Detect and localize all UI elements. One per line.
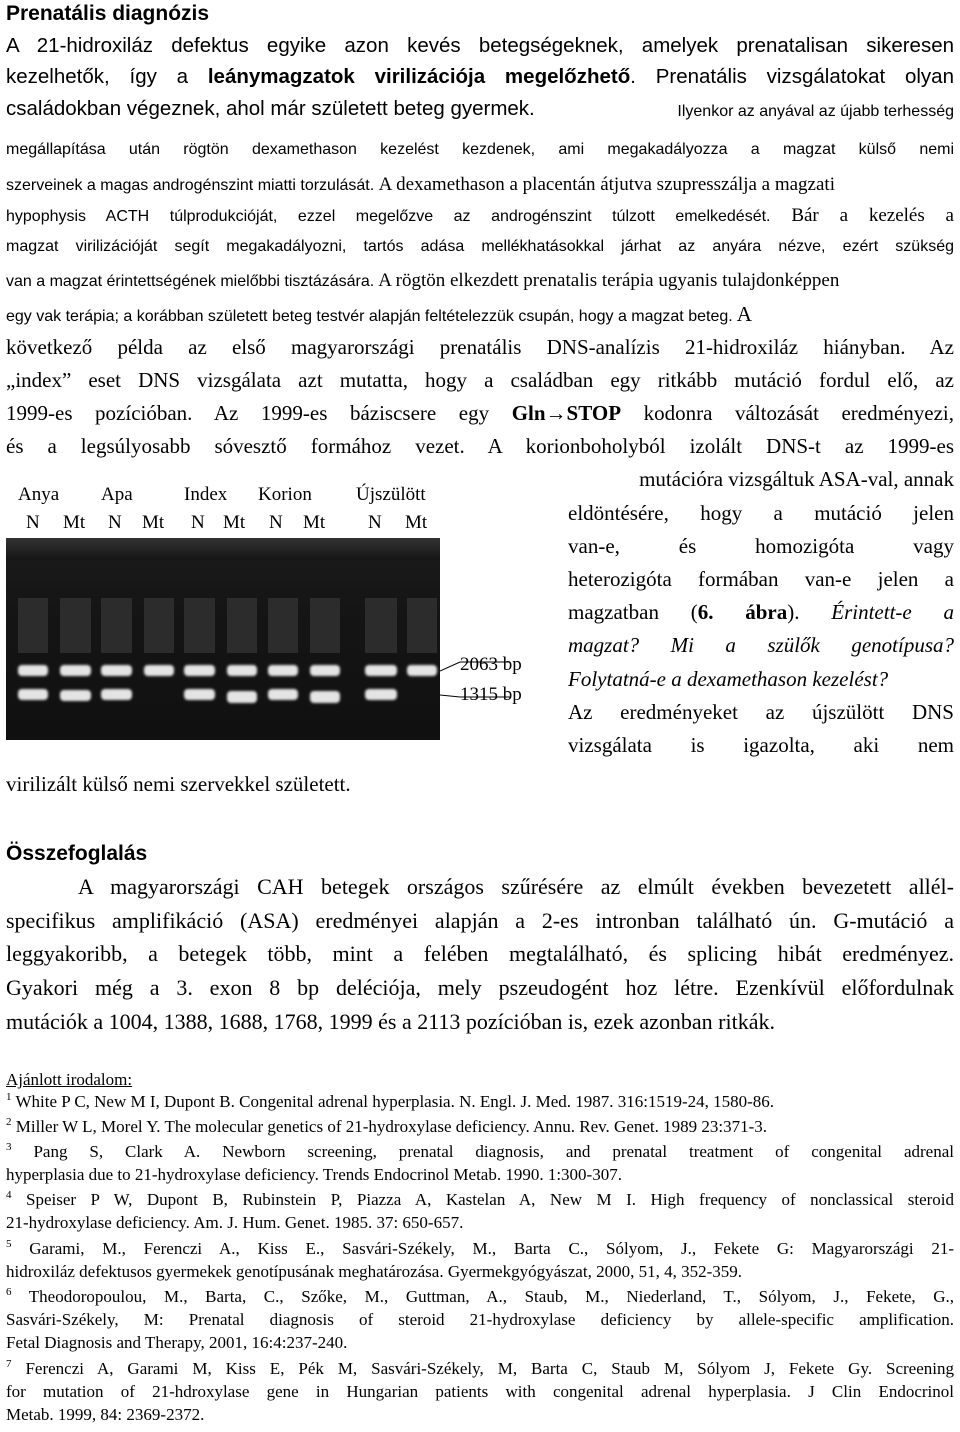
marker-label-upper: 2063 bp [460, 654, 522, 675]
summary-line: mutációk a 1004, 1388, 1688, 1768, 1999 és a 2113 pozícióban is, ezek azonban ritkák. [6, 1009, 776, 1034]
summary-line: specifikus amplifikáció (ASA) eredményei alapján a 2-es intronban található ún. G-mutáció a [6, 908, 954, 933]
summary-line: leggyakoribb, a betegek több, mint a felében megtalálható, és splicing hibát eredményez. [6, 941, 954, 966]
reference-item: $^3$ Pang S, Clark A. Newborn screening, prenatal diagnosis, and prenatal treatment of congenital adrenal hyperplasia due to 21-hydroxylase deficiency. Trends Endocrinol Metab. 1990. 1:300-307. [6, 1141, 954, 1184]
paragraph-line: családokban végeznek, ahol már született beteg gyermek. [6, 97, 535, 120]
section-heading-prenatal: Prenatális diagnózis [6, 2, 210, 25]
lane-label: N [368, 512, 382, 533]
paragraph-line: megállapítása után rögtön dexamethason kezelést kezdenek, ami megakadályozza a magzat külső nemi [6, 141, 954, 158]
reference-item: $^7$ Ferenczi A, Garami M, Kiss E, Pék M, Sasvári-Székely, M, Barta C, Staub M, Sólyom J, Fekete Gy. Screening for mutation of 21-hdroxylase gene in Hungarian patients with congenital adrenal hyperplasia. J Clin Endocrinol Metab. 1999, 84: 2369-2372. [6, 1358, 954, 1424]
lane-label: Mt [142, 512, 165, 533]
figure-reference: 6. ábra [697, 600, 788, 624]
lane-label: N [269, 512, 283, 533]
paragraph-line: 1999-es pozícióban. Az 1999-es báziscsere egy Gln→STOP kodonra változását eredményezi, [6, 401, 955, 425]
gel-group-label: Index [184, 484, 228, 505]
gel-group-label: Korion [258, 484, 312, 505]
reference-item: $^2$ Miller W L, Morel Y. The molecular genetics of 21-hydroxylase deficiency. Annu. Rev. Genet. 1989 23:371-3. [6, 1116, 768, 1136]
lane-label: N [191, 512, 205, 533]
lane-label: N [26, 512, 40, 533]
lane-label: Mt [223, 512, 246, 533]
lane-label: Mt [405, 512, 428, 533]
reference-item: $^5$ Garami, M., Ferenczi A., Kiss E., Sasvári-Székely, M., Barta C., Sólyom, J., Fekete G: Magyarországi 21- hidroxiláz defektusos gyermekek genotípusának meghatározása. Gyermekgyógyászat, 2000, 51, 4, 352-359. [6, 1238, 955, 1281]
references-heading: Ajánlott irodalom: [6, 1070, 133, 1089]
paragraph-line: „index” eset DNS vizsgálata azt mutatta, hogy a családban egy ritkább mutáció fordul elő, az [6, 368, 954, 392]
paragraph-line: van a magzat érintettségének mielőbbi tisztázására. A rögtön elkezdett prenatalis terápia ugyanis tulajdonképpen [6, 270, 840, 291]
paragraph-line: szerveinek a magas androgénszint miatti torzulását. A dexamethason a placentán átjutva szupresszálja a magzati [6, 174, 835, 195]
emphasis-text: leánymagzatok virilizációja megelőzhető [207, 65, 631, 88]
paragraph-line: és a legsúlyosabb sóvesztő formához vezet. A korionboholyból izolált DNS-t az 1999-es [6, 434, 954, 458]
gel-group-label: Anya [18, 484, 60, 505]
gel-group-label: Apa [101, 484, 133, 505]
reference-item: $^4$ Speiser P W, Dupont B, Rubinstein P, Piazza A, Kastelan A, New M I. High frequency of nonclassical steroid 21-hydroxylase deficiency. Am. J. Hum. Genet. 1985. 37: 650-657. [6, 1189, 955, 1232]
lane-label: N [108, 512, 122, 533]
gel-bands [6, 538, 440, 740]
paragraph-line: magzat virilizációját segít megakadályozni, tartós adása mellékhatásokkal járhat az anyára nézve, ezért szükség [6, 238, 954, 255]
paragraph-line: Ilyenkor az anyával az újabb terhesség [677, 103, 954, 120]
gel-group-label: Újszülött [356, 484, 426, 505]
reference-item: $^1$ White P C, New M I, Dupont B. Congenital adrenal hyperplasia. N. Engl. J. Med. 1987. 316:1519-24, 1580-86. [6, 1091, 775, 1111]
marker-label-lower: 1315 bp [460, 684, 522, 705]
arrow-icon: → [545, 401, 567, 425]
reference-item: $^6$ Theodoropoulou, M., Barta, C., Szőke, M., Guttman, A., Staub, M., Niederland, T., Sólyom, J., Fekete, G., Sasvári-Székely, M: Prenatal diagnosis of steroid 21-hydroxylase deficiency by allele-specific amplification. Fetal Diagnosis and Therapy, 2001, 16:4:237-240. [6, 1286, 955, 1352]
lane-label: Mt [63, 512, 86, 533]
summary-line: Gyakori még a 3. exon 8 bp deléciója, mely pszeudogént hoz létre. Ezenkívül előfordulnak [6, 975, 954, 1000]
paragraph-line: kezelhetők, így a leánymagzatok virilizációja megelőzhető. Prenatális vizsgálatokat olyan [6, 65, 954, 88]
summary-line: A magyarországi CAH betegek országos szűrésére az elmúlt években bevezetett allél- [78, 874, 954, 899]
paragraph-line: hypophysis ACTH túlprodukcióját, ezzel megelőzve az androgénszint túlzott emelkedését. Bár a kezelés a [6, 205, 954, 226]
gel-electrophoresis-image [6, 538, 440, 740]
paragraph-line: A 21-hidroxiláz defektus egyike azon kevés betegségeknek, amelyek prenatalisan sikeresen [6, 34, 954, 57]
paragraph-line: virilizált külső nemi szervekkel született. [6, 772, 351, 796]
section-heading-summary: Összefoglalás [6, 842, 148, 865]
paragraph-line: egy vak terápia; a korábban született beteg testvér alapján feltételezzük csupán, hogy a magzat beteg. A [6, 302, 752, 326]
paragraph-line: következő példa az első magyarországi prenatális DNS-analízis 21-hidroxiláz hiányban. Az [6, 335, 954, 359]
lane-label: Mt [303, 512, 326, 533]
